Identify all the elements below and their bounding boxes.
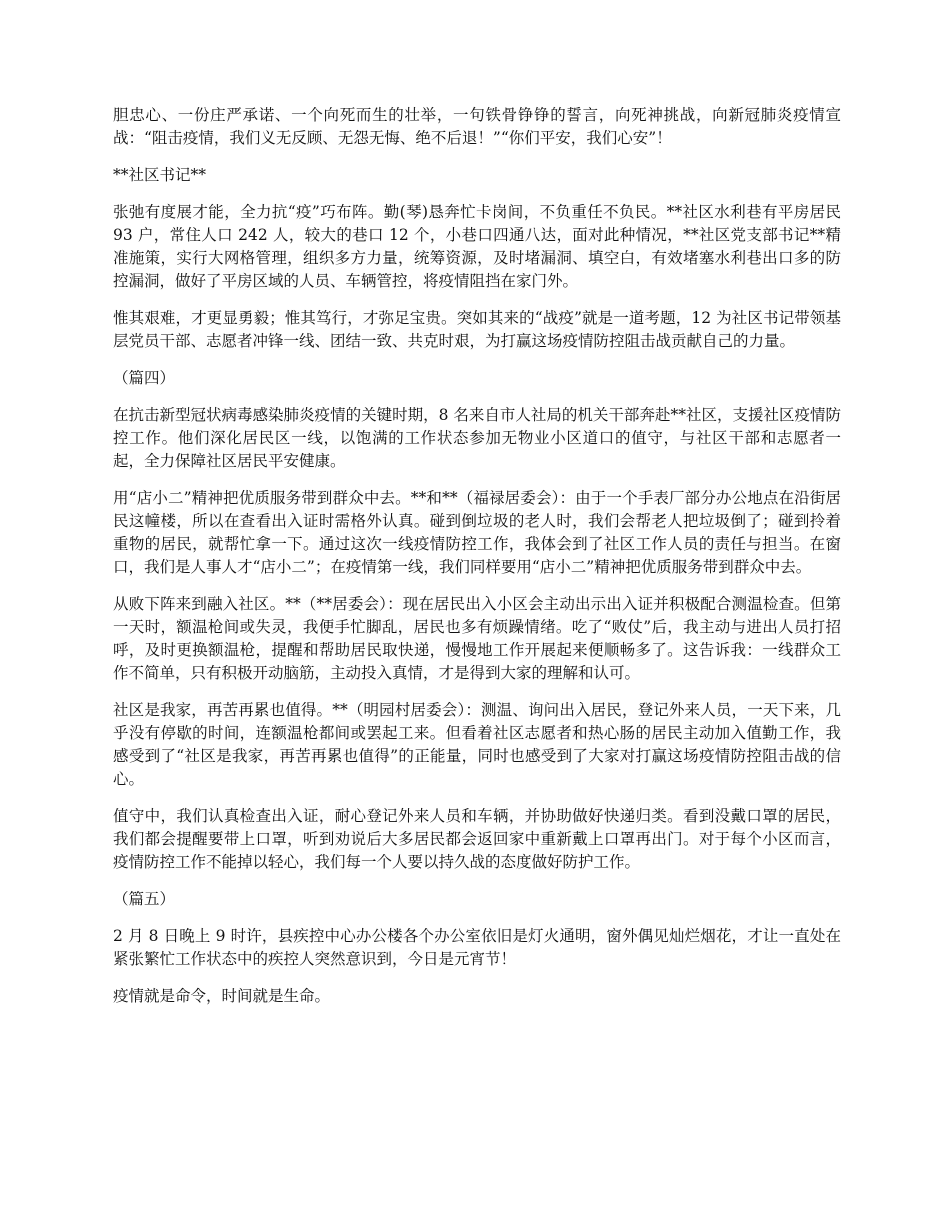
- paragraph-opening: 胆忠心、一份庄严承诺、一个向死而生的壮举，一句铁骨铮铮的誓言，向死神挑战，向新冠肺炎疫情宣战：“阻击疫情，我们义无反顾、无怨无悔、绝不后退！”“你们平安，我们心安”！: [113, 106, 841, 147]
- paragraph-secretary-summary: 惟其艰难，才更显勇毅；惟其笃行，才弥足宝贵。突如其来的“战疫”就是一道考题，12 为社区书记带领基层党员干部、志愿者冲锋一线、团结一致、共克时艰，为打赢这场疫情防控阻击战贡献自己的力量。: [113, 309, 841, 350]
- paragraph-lantern-festival: 2 月 8 日晚上 9 时许，县疾控中心办公楼各个办公室依旧是灯火通明，窗外偶见灿烂烟花，才让一直处在紧张繁忙工作状态中的疾控人突然意识到，今日是元宵节！: [113, 927, 841, 968]
- paragraph-service-spirit: 用“店小二”精神把优质服务带到群众中去。**和**（福禄居委会）：由于一个手表厂部分办公地点在沿街居民这幢楼，所以在查看出入证时需格外认真。碰到倒垃圾的老人时，我们会帮老人把垃圾倒了；碰到拎着重物的居民，就帮忙拿一下。通过这次一线疫情防控工作，我体会到了社区工作人员的责任与担当。在窗口，我们是人事人才“店小二”；在疫情第一线，我们同样要用“店小二”精神把优质服务带到群众中去。: [113, 489, 841, 576]
- section-heading-part-five: （篇五）: [113, 890, 176, 908]
- paragraph-community-home: 社区是我家，再苦再累也值得。**（明园村居委会）：测温、询问出入居民，登记外来人员，一天下来，几乎没有停歇的时间，连额温枪都间或罢起工来。但看着社区志愿者和热心肠的居民主动加入值勤工作，我感受到了“社区是我家，再苦再累也值得”的正能量，同时也感受到了大家对打赢这场疫情防控阻击战的信心。: [113, 701, 841, 788]
- paragraph-part-four-intro: 在抗击新型冠状病毒感染肺炎疫情的关键时期，8 名来自市人社局的机关干部奔赴**社区，支援社区疫情防控工作。他们深化居民区一线，以饱满的工作状态参加无物业小区道口的值守，与社区干部和志愿者一起，全力保障社区居民平安健康。: [113, 406, 841, 470]
- paragraph-secretary-work: 张弛有度展才能，全力抗“疫”巧布阵。勤(琴)恳奔忙卡岗间，不负重任不负民。**社区水利巷有平房居民 93 户，常住人口 242 人，较大的巷口 12 个，小巷口四通八达，面对此种情况，**社区党支部书记**精准施策，实行大网格管理，组织多方力量，统筹资源，及时堵漏洞、填空白，有效堵塞水利巷出口多的防控漏洞，做好了平房区域的人员、车辆管控，将疫情阻挡在家门外。: [113, 203, 841, 290]
- section-heading-part-four: （篇四）: [113, 369, 176, 387]
- paragraph-closing: 疫情就是命令，时间就是生命。: [113, 987, 331, 1005]
- paragraph-integrate-community: 从败下阵来到融入社区。**（**居委会）：现在居民出入小区会主动出示出入证并积极配合测温检查。但第一天时，额温枪间或失灵，我便手忙脚乱，居民也多有烦躁情绪。吃了“败仗”后，我主动与进出人员打招呼，及时更换额温枪，提醒和帮助居民取快递，慢慢地工作开展起来便顺畅多了。这告诉我：一线群众工作不简单，只有积极开动脑筋，主动投入真情，才是得到大家的理解和认可。: [113, 595, 841, 682]
- section-heading-community-secretary: **社区书记**: [113, 166, 207, 184]
- document-page: [113, 104, 841, 1022]
- paragraph-on-duty: 值守中，我们认真检查出入证，耐心登记外来人员和车辆，并协助做好快递归类。看到没戴口罩的居民，我们都会提醒要带上口罩，听到劝说后大多居民都会返回家中重新戴上口罩再出门。对于每个小区而言，疫情防控工作不能掉以轻心，我们每一个人要以持久战的态度做好防护工作。: [113, 807, 841, 871]
